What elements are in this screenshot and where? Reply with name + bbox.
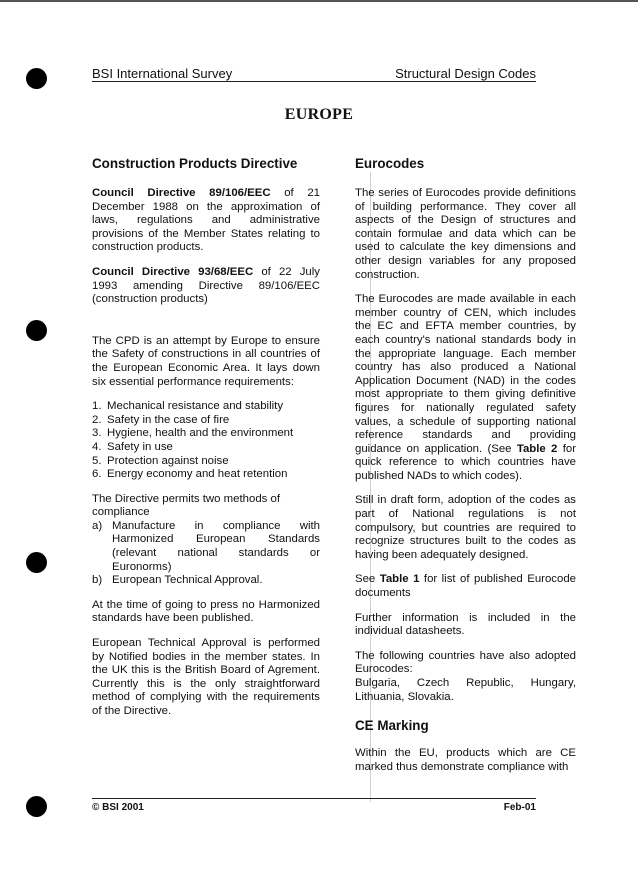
eta-paragraph: European Technical Approval is performed by Notified bodies in the member states. In the UK this is the British Board of Agrement. Currently this is the only straightforward method of complying with the requirements of the Directive. <box>92 637 320 717</box>
punch-hole-icon <box>26 552 47 573</box>
ce-marking-para: Within the EU, products which are CE marked thus demonstrate compliance with <box>355 747 576 773</box>
footer-rule <box>92 798 536 799</box>
punch-hole-icon <box>26 68 47 89</box>
header-rule <box>92 81 536 82</box>
directive-2-text: of 22 July 1993 amending Directive 89/106/EEC (construction products) <box>92 265 320 306</box>
page-footer <box>92 798 536 814</box>
list-item: 5. Protection against noise <box>92 454 229 467</box>
eurocodes-para-6: The following countries have also adopted Eurocodes: Bulgaria, Czech Republic, Hungary, Lithuania, Slovakia. <box>355 649 576 703</box>
methods-list <box>92 520 320 588</box>
directive-1 <box>92 187 320 255</box>
directive-1-ref: Council Directive 89/106/EEC <box>92 187 271 199</box>
list-item: 2. Safety in the case of fire <box>92 413 230 426</box>
page-top-edge <box>0 0 638 2</box>
punch-hole-icon <box>26 796 47 817</box>
directive-1-text: of 21 December 1988 on the approximation of laws, regulations and administrative provisions of the Member States relating to construction products. <box>92 187 321 254</box>
table-2-ref: Table 2 <box>516 442 558 455</box>
eurocodes-para-4: See Table 1 for list of published Eurocode documents <box>355 573 576 600</box>
cpd-intro: The CPD is an attempt by Europe to ensure the Safety of constructions in all countries of the European Economic Area. It lays down six essential performance requirements: <box>92 334 320 388</box>
eurocodes-para-1: The series of Eurocodes provide definitions of building performance. They cover all aspects of the Design of structures and contain formulae and data which can be used to calculate the key dimensions and other design variables for any proposed construction. <box>355 187 576 281</box>
list-item: a) Manufacture in compliance with Harmonized European Standards (relevant national standards or Euronorms) <box>92 519 320 573</box>
footer-copyright: © BSI 2001 <box>92 802 144 813</box>
ce-marking-heading: CE Marking <box>355 718 429 734</box>
right-column <box>355 156 576 785</box>
directive-2 <box>92 266 320 307</box>
requirements-list <box>92 400 320 482</box>
eurocodes-para-2: The Eurocodes are made available in each member country of CEN, which includes the EC and EFTA member countries, by each country's national standards body in the appropriate language. Each member country has also produced a National Application Document (NAD) in the codes most appropriate to them giving definitive figures for nationally regulated safety values, a schedule of supporting national reference standards and providing guidance on application. (See Table 2 for quick reference to which countries have published NADs to which codes). <box>355 293 576 482</box>
page-header <box>92 66 536 82</box>
left-column <box>92 156 320 730</box>
list-item: 6. Energy economy and heat retention <box>92 468 288 481</box>
page-title: EUROPE <box>284 106 354 123</box>
eurocodes-para-3: Still in draft form, adoption of the codes as part of National regulations is not compulsory, but countries are required to recognize structures built to the codes as having been adequately designed. <box>355 494 576 561</box>
list-item: 4. Safety in use <box>92 440 173 453</box>
eurocodes-heading: Eurocodes <box>355 156 425 171</box>
eurocodes-para-5: Further information is included in the individual datasheets. <box>355 611 576 638</box>
adopting-countries: Bulgaria, Czech Republic, Hungary, Lithuania, Slovakia. <box>355 677 576 703</box>
cpd-heading: Construction Products Directive <box>92 156 298 171</box>
header-left: BSI International Survey <box>92 66 233 81</box>
list-item: 3. Hygiene, health and the environment <box>92 427 294 440</box>
directive-2-ref: Council Directive 93/68/EEC <box>92 265 254 278</box>
list-item: 1. Mechanical resistance and stability <box>92 400 284 413</box>
list-item: b) European Technical Approval. <box>92 574 263 587</box>
header-right: Structural Design Codes <box>395 66 536 81</box>
footer-date: Feb-01 <box>503 802 536 813</box>
press-note: At the time of going to press no Harmonized standards have been published. <box>92 598 320 625</box>
methods-intro: The Directive permits two methods of compliance <box>92 492 281 519</box>
punch-hole-icon <box>26 320 47 341</box>
table-1-ref: Table 1 <box>379 573 420 586</box>
